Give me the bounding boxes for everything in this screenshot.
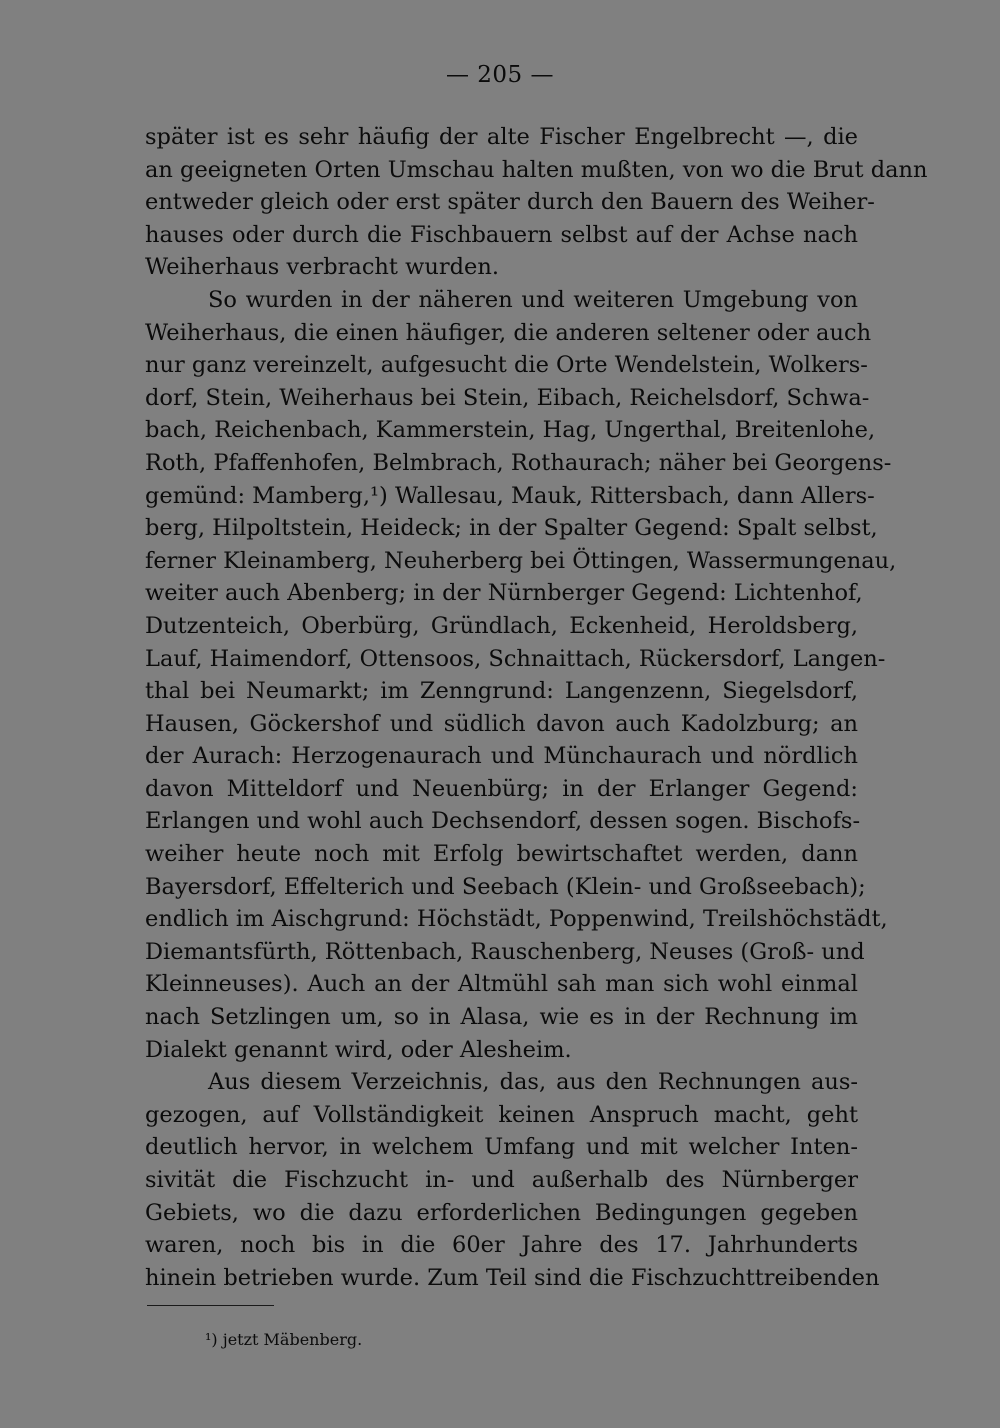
text-line: waren, noch bis in die 60er Jahre des 17. Jahrhunderts [145,1232,858,1259]
text-line: sivität die Fischzucht in- und außerhalb des Nürnberger [145,1167,858,1193]
text-line: berg, Hilpoltstein, Heideck; in der Spalter Gegend: Spalt selbst, [145,515,878,542]
text-line: gemünd: Mamberg,¹) Wallesau, Mauk, Rittersbach, dann Allers- [145,482,875,509]
text-line: gezogen, auf Vollständigkeit keinen Anspruch macht, geht [145,1101,858,1128]
text-line: später ist es sehr häufig der alte Fischer Engelbrecht —, die [145,124,858,150]
text-line: Dutzenteich, Oberbürg, Gründlach, Eckenheid, Heroldsberg, [145,612,858,639]
text-line: Roth, Pfaffenhofen, Belmbrach, Rothaurach; näher bei Georgens- [145,449,892,476]
text-line: Bayersdorf, Effelterich und Seebach (Klein- und Großseebach); [145,873,866,900]
text-line: an geeigneten Orten Umschau halten mußten, von wo die Brut dann [145,156,928,183]
text-line: Diemantsfürth, Röttenbach, Rauschenberg, Neuses (Groß- und [145,938,865,965]
text-line: Kleinneuses). Auch an der Altmühl sah man sich wohl einmal [145,971,858,998]
text-line: So wurden in der näheren und weiteren Umgebung von [208,286,858,313]
text-line: deutlich hervor, in welchem Umfang und mit welcher Inten- [145,1134,858,1161]
footnote: ¹) jetzt Mäbenberg. [205,1330,363,1349]
text-line: Lauf, Haimendorf, Ottensoos, Schnaittach, Rückersdorf, Langen- [145,645,886,672]
text-line: thal bei Neumarkt; im Zenngrund: Langenzenn, Siegelsdorf, [145,678,858,705]
footnote-divider [147,1305,274,1306]
text-line: Dialekt genannt wird, oder Alesheim. [145,1036,572,1063]
text-line: endlich im Aischgrund: Höchstädt, Poppenwind, Treilshöchstädt, [145,906,888,933]
text-line: weiher heute noch mit Erfolg bewirtschaftet werden, dann [145,841,858,868]
text-line: davon Mitteldorf und Neuenbürg; in der Erlanger Gegend: [145,775,858,802]
text-line: bach, Reichenbach, Kammerstein, Hag, Ungerthal, Breitenlohe, [145,417,876,444]
text-line: dorf, Stein, Weiherhaus bei Stein, Eibach, Reichelsdorf, Schwa- [145,384,870,411]
text-line: Gebiets, wo die dazu erforderlichen Bedingungen gegeben [145,1199,858,1226]
text-line: entweder gleich oder erst später durch den Bauern des Weiher- [145,189,875,216]
text-line: der Aurach: Herzogenaurach und Münchaurach und nördlich [145,743,858,770]
body-text [145,121,928,1294]
text-line: nur ganz vereinzelt, aufgesucht die Orte Wendelstein, Wolkers- [145,352,868,379]
text-line: hinein betrieben wurde. Zum Teil sind die Fischzuchttreibenden [145,1264,880,1291]
text-line: nach Setzlingen um, so in Alasa, wie es in der Rechnung im [145,1004,858,1031]
text-line: weiter auch Abenberg; in der Nürnberger Gegend: Lichtenhof, [145,580,863,607]
text-line: ferner Kleinamberg, Neuherberg bei Öttingen, Wassermungenau, [145,547,897,574]
page-number: — 205 — [445,62,555,88]
text-line: Erlangen und wohl auch Dechsendorf, dessen sogen. Bischofs- [145,808,861,835]
text-line: Weiherhaus, die einen häufiger, die anderen seltener oder auch [145,319,872,346]
text-line: Aus diesem Verzeichnis, das, aus den Rechnungen aus- [208,1069,858,1096]
text-line: hauses oder durch die Fischbauern selbst auf der Achse nach [145,221,858,248]
text-line: Hausen, Göckershof und südlich davon auch Kadolzburg; an [145,710,858,737]
text-line: Weiherhaus verbracht wurden. [145,254,499,281]
